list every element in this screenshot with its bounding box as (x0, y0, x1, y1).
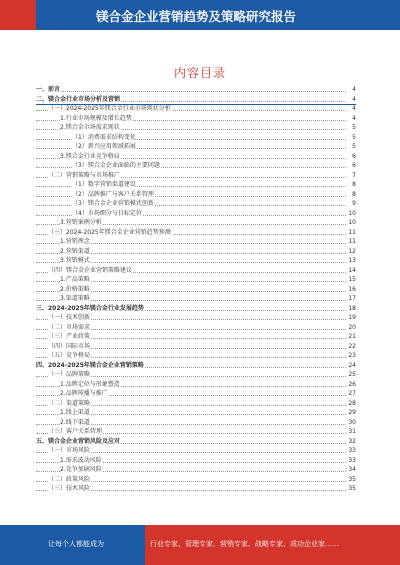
toc-entry-text: （2）新兴应用领域拓展 (72, 143, 136, 150)
header-bar (0, 0, 400, 30)
toc-entry[interactable] (36, 161, 356, 170)
toc-entry[interactable] (36, 190, 356, 199)
toc-entry-text: 1.产品策略 (60, 276, 90, 283)
toc-entry-text: 二、镁合金行业市场分析及营销 (36, 95, 121, 103)
toc-entry[interactable] (36, 342, 356, 351)
toc-entry-text: （1）消费需求结构变化 (72, 133, 136, 141)
toc-entry[interactable] (36, 294, 356, 303)
toc-entry-text: （三）客户关系管理 (48, 428, 103, 435)
toc-entry[interactable] (36, 275, 356, 284)
toc-entry[interactable] (36, 370, 356, 379)
toc-entry[interactable] (36, 133, 356, 142)
toc-entry[interactable] (36, 85, 356, 94)
toc-entry-page: 26 (348, 380, 356, 388)
toc-entry[interactable] (36, 456, 356, 465)
toc-entry[interactable] (36, 323, 356, 332)
toc-entry[interactable] (36, 408, 356, 417)
toc-entry-page: 19 (348, 314, 356, 321)
toc-entry-text: 四、2024-2025年镁合金企业营销策略 (36, 361, 144, 369)
toc-entry-page: 11 (348, 238, 356, 245)
toc-entry-page: 31 (348, 428, 356, 435)
toc-entry-text: 2.线下渠道 (60, 418, 90, 426)
toc-entry-text: 3.营销模式 (60, 257, 90, 264)
toc-entry-text: 1.营销理念 (60, 238, 90, 245)
toc-entry-text: 1.线上渠道 (60, 409, 90, 416)
footer-bar (0, 525, 400, 565)
toc-entry-page: 29 (348, 409, 356, 416)
toc-entry[interactable] (36, 446, 356, 455)
toc-entry-text: 3.渠道策略 (60, 295, 90, 302)
toc-entry[interactable] (36, 199, 356, 208)
toc-entry-page: 22 (348, 342, 356, 350)
toc-leader-dots (36, 91, 346, 92)
toc-entry-page: 18 (348, 304, 356, 312)
footer-slogan: 让每个人都能成为 (48, 540, 104, 548)
toc-entry-page: 6 (352, 162, 356, 169)
toc-entry[interactable] (36, 475, 356, 484)
toc-entry[interactable] (36, 152, 356, 161)
toc-separator (36, 104, 356, 105)
toc-entry-text: 一、前言 (36, 86, 61, 93)
toc-entry-page: 21 (348, 333, 356, 340)
toc-entry-page: 17 (348, 295, 356, 302)
toc-entry[interactable] (36, 237, 356, 246)
toc-entry-text: （四）镁合金企业营销策略建议 (48, 266, 133, 274)
toc-entry-text: 2.镁合金市场需求现状 (60, 124, 120, 131)
toc-entry-text: 五、镁合金企业营销风险及应对 (36, 437, 121, 445)
toc-entry[interactable] (36, 218, 356, 227)
toc-entry-text: 2.价格策略 (60, 285, 90, 293)
toc-entry[interactable] (36, 95, 356, 104)
toc-entry-text: （二）渠道策略 (48, 399, 91, 407)
header-accent (0, 0, 36, 30)
toc-entry-page: 4 (352, 86, 356, 93)
toc-entry-page: 30 (348, 418, 356, 426)
toc-entry-page: 33 (348, 447, 356, 454)
toc-entry-page: 24 (348, 361, 356, 369)
toc-entry[interactable] (36, 465, 356, 474)
toc-entry-page: 33 (348, 456, 356, 464)
toc-entry-text: 2.营销渠道 (60, 247, 90, 255)
toc-entry-page: 12 (348, 247, 356, 255)
toc-entry[interactable] (36, 171, 356, 180)
toc-entry-page: 28 (348, 399, 356, 407)
toc-entry[interactable] (36, 389, 356, 398)
toc-entry-text: 3.镁合金行业竞争格局 (60, 152, 120, 160)
toc-entry[interactable] (36, 332, 356, 341)
toc-entry-text: （二）政策风险 (48, 475, 91, 483)
toc-entry[interactable] (36, 209, 356, 218)
toc-entry[interactable] (36, 123, 356, 132)
toc-entry[interactable] (36, 228, 356, 237)
toc-entry-page: 11 (348, 228, 356, 236)
toc-entry-page: 6 (352, 152, 356, 160)
toc-entry-page: 23 (348, 352, 356, 359)
toc-entry-text: 1.需求波动风险 (60, 456, 102, 464)
toc-entry[interactable] (36, 142, 356, 151)
toc-entry[interactable] (36, 304, 356, 313)
toc-entry-page: 27 (348, 390, 356, 397)
toc-entry-text: 1.品牌定位与形象塑造 (60, 380, 120, 388)
toc-entry-text: （三）2024-2025年镁合金企业营销趋势预测 (48, 228, 171, 236)
toc-entry[interactable] (36, 104, 356, 113)
toc-entry[interactable] (36, 361, 356, 370)
toc-entry-page: 5 (352, 143, 356, 150)
toc-entry-text: 1.行业市场规模及增长趋势 (60, 114, 132, 122)
toc-entry-page: 10 (348, 219, 356, 226)
toc-entry-page: 4 (352, 95, 356, 103)
toc-entry-page: 25 (348, 371, 356, 378)
toc-entry[interactable] (36, 484, 356, 493)
toc-entry[interactable] (36, 247, 356, 256)
toc-entry[interactable] (36, 285, 356, 294)
toc-entry-text: （一）技术创新 (48, 314, 91, 321)
toc-entry-text: （3）镁合金企业面临的主要问题 (72, 162, 160, 169)
toc-entry-page: 10 (348, 209, 356, 217)
document-title: 镁合金企业营销趋势及策略研究报告 (96, 9, 297, 24)
toc-entry[interactable] (36, 351, 356, 360)
toc-entry-text: （一）市场风险 (48, 447, 91, 454)
toc-entry-page: 16 (348, 285, 356, 293)
toc-entry-text: 三、2024-2025年镁合金行业发展趋势 (36, 304, 144, 312)
toc-entry[interactable] (36, 266, 356, 275)
toc-entry[interactable] (36, 418, 356, 427)
toc-entry-text: （3）镁合金企业营销模式创新 (72, 200, 154, 207)
toc-entry-page: 8 (352, 181, 356, 188)
toc-entry[interactable] (36, 114, 356, 123)
toc-entry[interactable] (36, 180, 356, 189)
toc-entry-text: 3.营销案例分析 (60, 219, 102, 226)
toc-entry-page: 9 (352, 200, 356, 207)
toc-entry-text: （一）品牌策略 (48, 371, 91, 378)
toc-entry-text: （二）营销策略与市场推广 (48, 171, 121, 179)
toc-entry-page: 15 (348, 276, 356, 283)
toc-entry-text: （一）2024-2025年镁合金行业市场现状分析 (48, 105, 171, 112)
table-of-contents (36, 85, 356, 505)
toc-entry-page: 4 (352, 105, 356, 112)
toc-entry-page: 5 (352, 124, 356, 131)
toc-entry[interactable] (36, 437, 356, 446)
toc-entry-page: 7 (352, 171, 356, 179)
toc-entry-text: （三）技术风险 (48, 485, 91, 492)
toc-entry-page: 14 (348, 266, 356, 274)
toc-entry-text: （1）数字营销渠道建设 (72, 181, 136, 188)
toc-entry-text: （2）品牌推广与客户关系管理 (72, 190, 154, 198)
toc-entry-page: 32 (348, 437, 356, 445)
toc-entry[interactable] (36, 256, 356, 265)
toc-entry-text: （二）市场需求 (48, 323, 91, 331)
toc-entry[interactable] (36, 427, 356, 436)
toc-entry-page: 35 (348, 475, 356, 483)
toc-entry[interactable] (36, 380, 356, 389)
toc-entry-text: （四）国际市场 (48, 342, 91, 350)
toc-entry[interactable] (36, 313, 356, 322)
toc-entry[interactable] (36, 399, 356, 408)
toc-entry-text: 2.竞争加剧风险 (60, 466, 102, 473)
toc-entry-text: （4）市场细分与目标定位 (72, 209, 142, 217)
toc-entry-text: （五）竞争格局 (48, 352, 91, 359)
toc-entry-page: 20 (348, 323, 356, 331)
toc-entry-page: 8 (352, 190, 356, 198)
toc-heading: 内容目录 (173, 66, 226, 80)
toc-entry-page: 35 (348, 485, 356, 492)
footer-tagline: 行业专家、管理专家、营销专家、战略专家、成功企业家…… (150, 540, 339, 548)
toc-entry-text: 2.品牌传播与推广 (60, 390, 108, 397)
toc-entry-page: 5 (352, 133, 356, 141)
toc-entry-text: （三）产业政策 (48, 333, 91, 340)
toc-entry-page: 4 (352, 114, 356, 122)
toc-entry-page: 13 (348, 257, 356, 264)
toc-entry-page: 34 (348, 466, 356, 473)
